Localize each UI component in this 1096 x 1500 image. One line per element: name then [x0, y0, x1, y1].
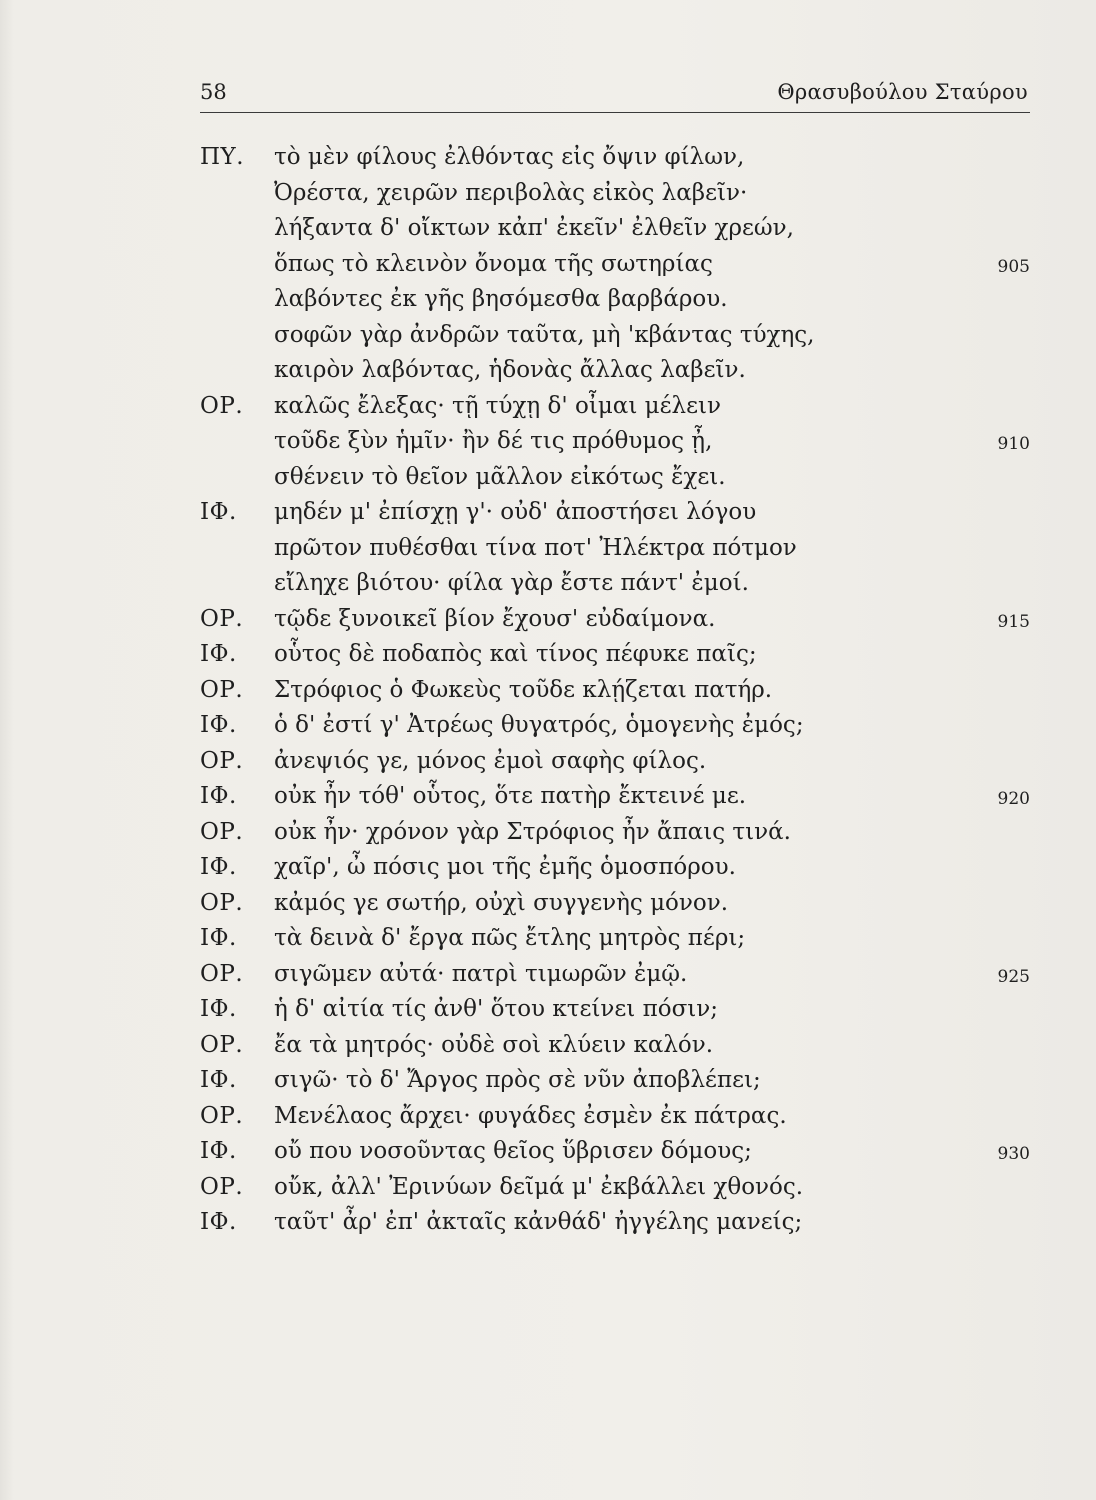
verse-line [200, 708, 1040, 744]
verse-line [200, 495, 1040, 531]
line-number: 905 [997, 256, 1030, 277]
verse-line [200, 318, 1040, 354]
speaker-label: ΟΡ. [200, 1173, 244, 1200]
speaker-label: ΟΡ. [200, 889, 244, 916]
verse-text-line: οὗτος δὲ ποδαπὸς καὶ τίνος πέφυκε παῖς; [274, 641, 757, 667]
verse-text-line: λαβόντες ἐκ γῆς βησόμεσθα βαρβάρου. [274, 286, 728, 312]
speaker-label: ΙΦ. [200, 996, 237, 1022]
verse-text-line: οὐκ ἦν τόθ' οὗτος, ὅτε πατὴρ ἔκτεινέ με. [274, 783, 747, 809]
speaker-label: ΙΦ. [200, 641, 237, 667]
verse-line [200, 460, 1040, 496]
verse-line [200, 353, 1040, 389]
verse-line [200, 921, 1040, 957]
verse-text-line: οὐκ ἦν· χρόνον γὰρ Στρόφιος ἦν ἄπαις τινά. [274, 818, 791, 845]
verse-line [200, 1205, 1040, 1241]
verse-text-line: κἀμός γε σωτήρ, οὐχὶ συγγενὴς μόνον. [274, 889, 729, 916]
speaker-label: ΟΡ. [200, 960, 244, 987]
speaker-label: ΙΦ. [200, 712, 237, 738]
verse-line [200, 247, 1040, 283]
verse-text-line: μηδέν μ' ἐπίσχῃ γ'· οὐδ' ἀποστήσει λόγου [274, 499, 757, 525]
verse-line [200, 1170, 1040, 1206]
speaker-label: ΙΦ. [200, 1209, 237, 1235]
verse-text-line: οὔ που νοσοῦντας θεῖος ὕβρισεν δόμους; [274, 1138, 752, 1164]
speaker-label: ΟΡ. [200, 392, 244, 419]
verse-line [200, 957, 1040, 993]
verse-line [200, 1099, 1040, 1135]
verse-text-line: τοῦδε ξὺν ἡμῖν· ἢν δέ τις πρόθυμος ᾖ, [274, 428, 713, 454]
verse-line [200, 992, 1040, 1028]
verse-text-line: λήξαντα δ' οἴκτων κἀπ' ἐκεῖν' ἐλθεῖν χρεών, [274, 215, 794, 241]
verse-text-line: ὅπως τὸ κλεινὸν ὄνομα τῆς σωτηρίας [274, 250, 713, 277]
speaker-label: ΙΦ. [200, 499, 237, 525]
verse-text-line: ἀνεψιός γε, μόνος ἐμοὶ σαφὴς φίλος. [274, 747, 707, 774]
speaker-label: ΟΡ. [200, 1031, 244, 1058]
verse-text-line: ἡ δ' αἰτία τίς ἀνθ' ὅτου κτείνει πόσιν; [274, 996, 719, 1022]
verse-text-line: σοφῶν γὰρ ἀνδρῶν ταῦτα, μὴ 'κβάντας τύχης, [274, 321, 815, 348]
line-number: 920 [997, 789, 1030, 809]
verse-line [200, 1063, 1040, 1099]
verse-line [200, 744, 1040, 780]
verse-text-line: οὔκ, ἀλλ' Ἐρινύων δεῖμά μ' ἐκβάλλει χθονός. [274, 1173, 804, 1200]
running-head: Θρασυβούλου Σταύρου [777, 80, 1028, 104]
verse-line [200, 815, 1040, 851]
verse-text-line: καιρὸν λαβόντας, ἡδονὰς ἄλλας λαβεῖν. [274, 357, 746, 383]
verse-line [200, 886, 1040, 922]
speaker-label: ΙΦ. [200, 854, 237, 880]
speaker-label: ΙΦ. [200, 925, 237, 951]
verse-line [200, 602, 1040, 638]
verse-text-line: σθένειν τὸ θεῖον μᾶλλον εἰκότως ἔχει. [274, 463, 726, 490]
line-number: 925 [997, 966, 1030, 987]
verse-line [200, 673, 1040, 709]
speaker-label: ΟΡ. [200, 747, 244, 774]
verse-text-line: Στρόφιος ὁ Φωκεὺς τοῦδε κλῄζεται πατήρ. [274, 676, 773, 703]
verse-line [200, 389, 1040, 425]
verse-text-line: πρῶτον πυθέσθαι τίνα ποτ' Ἠλέκτρα πότμον [274, 534, 797, 561]
verse-text-line: ἔα τὰ μητρός· οὐδὲ σοὶ κλύειν καλόν. [274, 1031, 714, 1058]
verse-line [200, 424, 1040, 460]
speaker-label: ΟΡ. [200, 1102, 244, 1129]
verse-text-line: τὸ μὲν φίλους ἐλθόντας εἰς ὄψιν φίλων, [274, 144, 745, 170]
verse-line [200, 1028, 1040, 1064]
speaker-label: ΙΦ. [200, 1138, 237, 1164]
speaker-label: ΠΥ. [200, 144, 245, 170]
line-number: 930 [997, 1144, 1030, 1164]
verse-text-line: τῷδε ξυνοικεῖ βίον ἔχουσ' εὐδαίμονα. [274, 605, 716, 632]
speaker-label: ΙΦ. [200, 1067, 237, 1093]
verse-text-line: Μενέλαος ἄρχει· φυγάδες ἐσμὲν ἐκ πάτρας. [274, 1102, 787, 1129]
verse-text-line: σιγῶμεν αὐτά· πατρὶ τιμωρῶν ἐμῷ. [274, 960, 688, 987]
line-number: 915 [997, 611, 1030, 632]
speaker-label: ΟΡ. [200, 818, 244, 845]
verse-text-line: εἴληχε βιότου· φίλα γὰρ ἔστε πάντ' ἐμοί. [274, 570, 749, 596]
verse-text [200, 140, 1040, 1241]
verse-text-line: ὁ δ' ἐστί γ' Ἀτρέως θυγατρός, ὁμογενὴς ἐμός; [274, 712, 804, 738]
verse-text-line: σιγῶ· τὸ δ' Ἄργος πρὸς σὲ νῦν ἀποβλέπει; [274, 1067, 761, 1093]
verse-text-line: ταῦτ' ἆρ' ἐπ' ἀκταῖς κἀνθάδ' ἠγγέλης μανείς; [274, 1209, 803, 1235]
verse-text-line: χαῖρ', ὦ πόσις μοι τῆς ἐμῆς ὁμοσπόρου. [274, 854, 736, 880]
page-header [200, 72, 1030, 113]
speaker-label: ΟΡ. [200, 676, 244, 703]
speaker-label: ΟΡ. [200, 605, 244, 632]
verse-line [200, 176, 1040, 212]
verse-line [200, 1134, 1040, 1170]
verse-text-line: καλῶς ἔλεξας· τῇ τύχῃ δ' οἶμαι μέλειν [274, 392, 722, 419]
verse-line [200, 282, 1040, 318]
verse-line [200, 637, 1040, 673]
page-number: 58 [200, 80, 227, 104]
verse-line [200, 566, 1040, 602]
verse-line [200, 211, 1040, 247]
line-number: 910 [997, 434, 1030, 454]
verse-line [200, 531, 1040, 567]
verse-text-line: τὰ δεινὰ δ' ἔργα πῶς ἔτλης μητρὸς πέρι; [274, 925, 746, 951]
verse-text-line: Ὀρέστα, χειρῶν περιβολὰς εἰκὸς λαβεῖν· [274, 179, 748, 206]
speaker-label: ΙΦ. [200, 783, 237, 809]
verse-line [200, 779, 1040, 815]
verse-line [200, 140, 1040, 176]
verse-line [200, 850, 1040, 886]
